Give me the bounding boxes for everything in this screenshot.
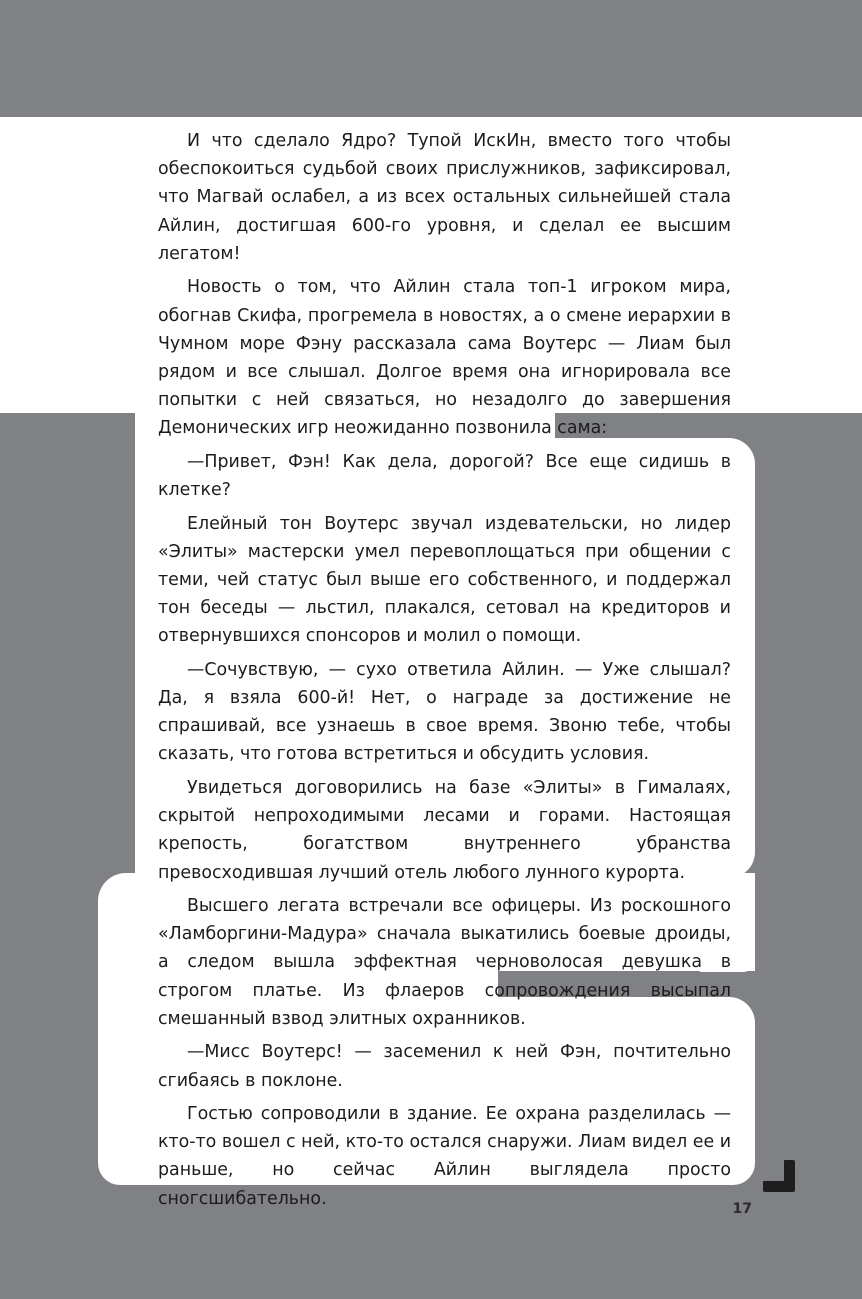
paragraph: —Мисс Воутерс! — засеменил к ней Фэн, почтительно сгибаясь в поклоне. — [158, 1042, 731, 1091]
body-text — [158, 127, 731, 1218]
paragraph: Увидеться договорились на базе «Элиты» в Гималаях, скрытой непроходимыми лесами и горами. Настоящая крепость, богатством внутреннего убранства превосходившая лучший отель любого лунного курорта. — [158, 777, 731, 883]
paragraph: И что сделало Ядро? Тупой ИскИн, вместо того чтобы обеспокоиться судьбой своих прислужников, зафиксировал, что Магвай ослабел, а из всех остальных сильнейшей стала Айлин, достигшая 600-го уровня, и сделал ее высшим легатом! — [158, 131, 731, 264]
paragraph: Елейный тон Воутерс звучал издевательски, но лидер «Элиты» мастерски умел перевоплощаться при общении с теми, чей статус был выше его собственного, и поддержал тон беседы — льстил, плакался, сетовал на кредиторов и отвернувшихся спонсоров и молил о помощи. — [158, 513, 731, 647]
corner-bracket-icon — [763, 1160, 795, 1192]
paragraph: —Привет, Фэн! Как дела, дорогой? Все еще сидишь в клетке? — [158, 451, 731, 501]
page-number: 17 — [732, 1201, 752, 1217]
paragraph: Высшего легата встречали все офицеры. Из роскошного «Ламборгини-Мадура» сначала выкатились боевые дроиды, а следом вышла эффектная черноволосая девушка в строгом платье. Из флаеров сопровождения высыпал смешанный взвод элитных охранников. — [158, 896, 731, 1029]
paragraph: —Сочувствую, — сухо ответила Айлин. — Уже слышал? Да, я взяла 600-й! Нет, о награде за достижение не спрашивай, все узнаешь в свое время. Звоню тебе, чтобы сказать, что готова встретиться и обсудить условия. — [158, 659, 731, 765]
paragraph: Гостью сопроводили в здание. Ее охрана разделилась — кто-то вошел с ней, кто-то остался снаружи. Лиам видел ее и раньше, но сейчас Айлин выглядела просто сногсшибательно. — [158, 1104, 731, 1209]
paragraph: Новость о том, что Айлин стала топ-1 игроком мира, обогнав Скифа, прогремела в новостях, а о смене иерархии в Чумном море Фэну рассказала сама Воутерс — Лиам был рядом и все слышал. Долгое время она игнорировала все попытки с ней связаться, но незадолго до завершения Демонических игр неожиданно позвонила сама: — [158, 277, 731, 439]
